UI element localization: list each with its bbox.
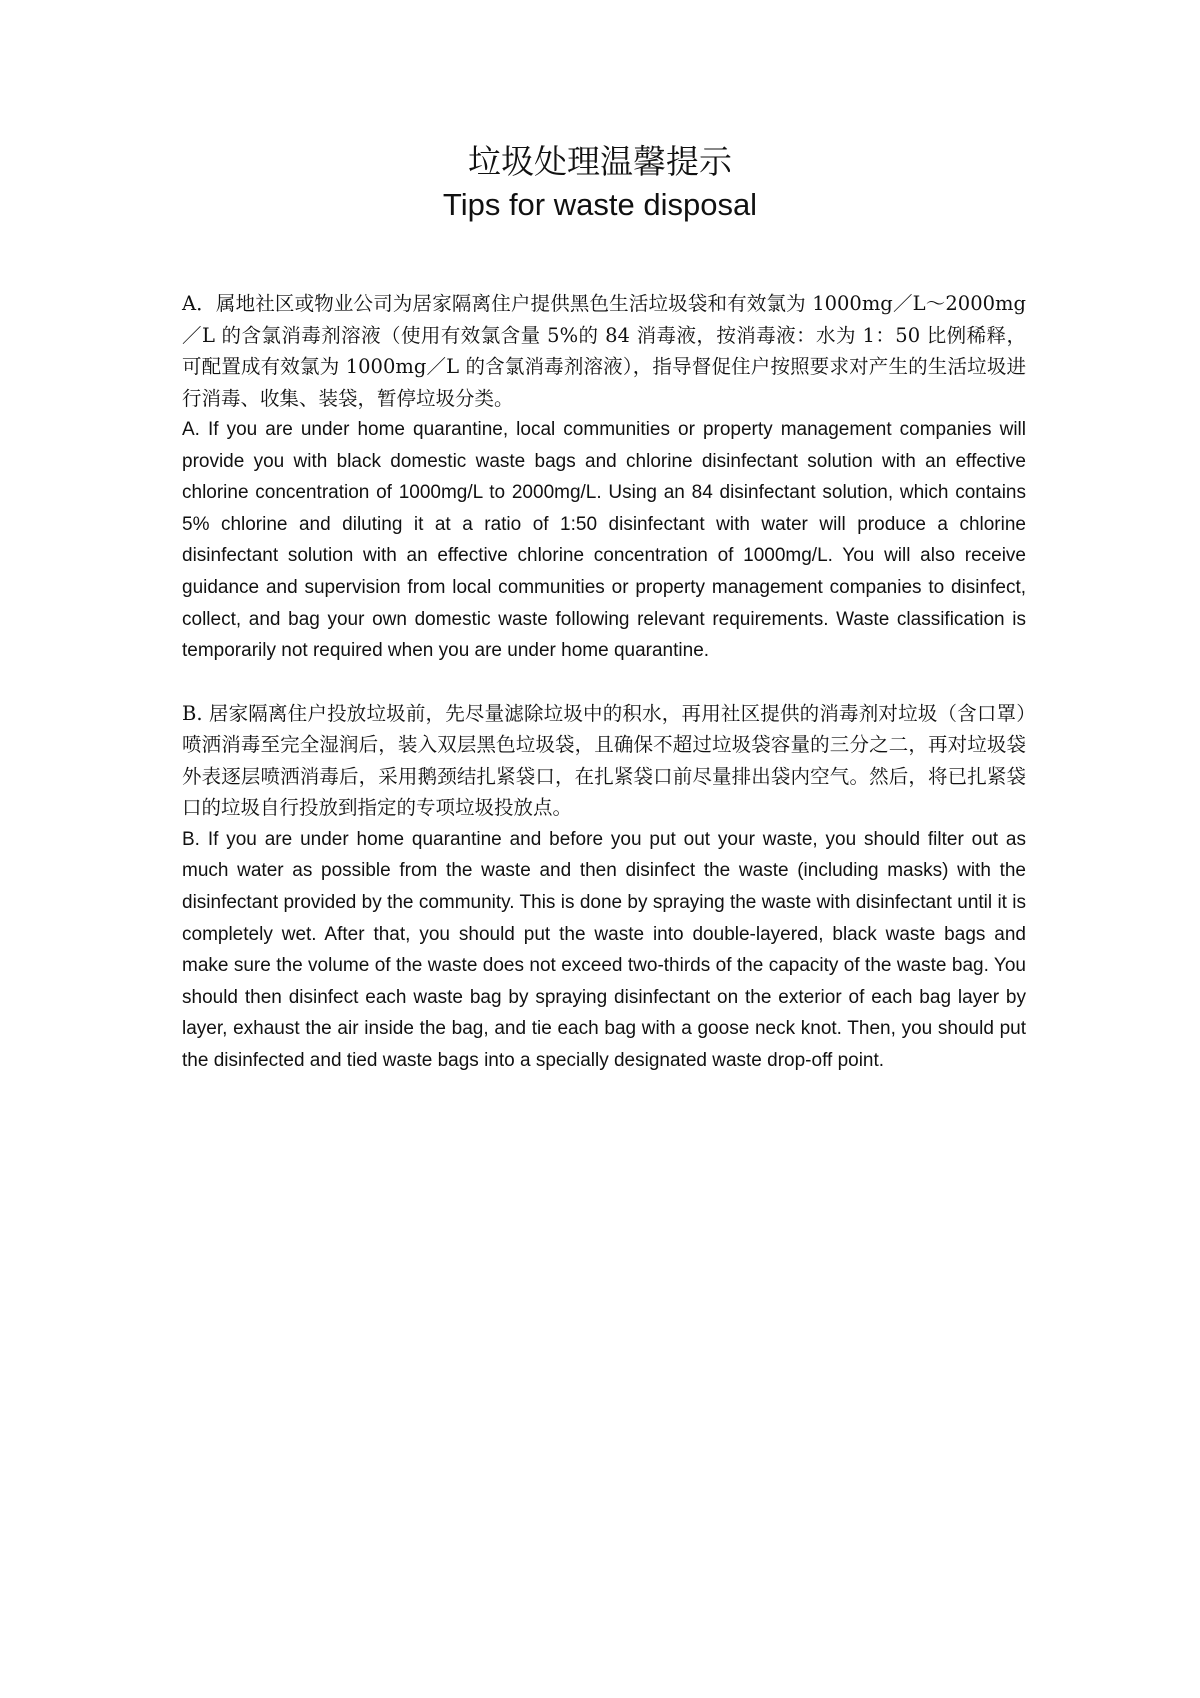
section-b-chinese-paragraph: B. 居家隔离住户投放垃圾前，先尽量滤除垃圾中的积水，再用社区提供的消毒剂对垃圾（含口罩）喷洒消毒至完全湿润后，装入双层黑色垃圾袋，且确保不超过垃圾袋容量的三分之二，再对垃圾袋外表逐层喷洒消毒后，采用鹅颈结扎紧袋口，在扎紧袋口前尽量排出袋内空气。然后，将已扎紧袋口的垃圾自行投放到指定的专项垃圾投放点。 [182, 701, 1026, 820]
title-block [0, 140, 1200, 226]
page-title-zh: 垃圾处理温馨提示 [468, 142, 732, 181]
section-b [182, 698, 1026, 1077]
page-title-en: Tips for waste disposal [442, 187, 758, 222]
section-a-chinese-paragraph: A．属地社区或物业公司为居家隔离住户提供黑色生活垃圾袋和有效氯为 1000mg／L～2000mg／L 的含氯消毒剂溶液（使用有效氯含量 5%的 84 消毒液，按消毒液：水为 1：50 比例稀释，可配置成有效氯为 1000mg／L 的含氯消毒剂溶液），指导督促住户按照要求对产生的生活垃圾进行消毒、收集、装袋，暂停垃圾分类。 [182, 292, 1026, 410]
section-a-english-paragraph: A. If you are under home quarantine, local communities or property management companies will provide you with black domestic waste bags and chlorine disinfectant solution with an effective chlorine concentration of 1000mg/L to 2000mg/L. Using an 84 disinfectant solution, which contains 5% chlorine and diluting it at a ratio of 1:50 disinfectant with water will produce a chlorine disinfectant solution with an effective chlorine concentration of 1000mg/L. You will also receive guidance and supervision from local communities or property management companies to disinfect, collect, and bag your own domestic waste following relevant requirements. Waste classification is temporarily not required when you are under home quarantine. [182, 419, 1026, 662]
section-b-english-paragraph: B. If you are under home quarantine and before you put out your waste, you should filter out as much water as possible from the waste and then disinfect the waste (including masks) with the disinfectant provided by the community. This is done by spraying the waste with disinfectant until it is completely wet. After that, you should put the waste into double-layered, black waste bags and make sure the volume of the waste does not exceed two-thirds of the capacity of the waste bag. You should then disinfect each waste bag by spraying disinfectant on the exterior of each bag layer by layer, exhaust the air inside the bag, and tie each bag with a goose neck knot. Then, you should put the disinfected and tied waste bags into a specially designated waste drop-off point. [182, 828, 1026, 1071]
document-body [182, 288, 1026, 1077]
section-a [182, 288, 1026, 667]
